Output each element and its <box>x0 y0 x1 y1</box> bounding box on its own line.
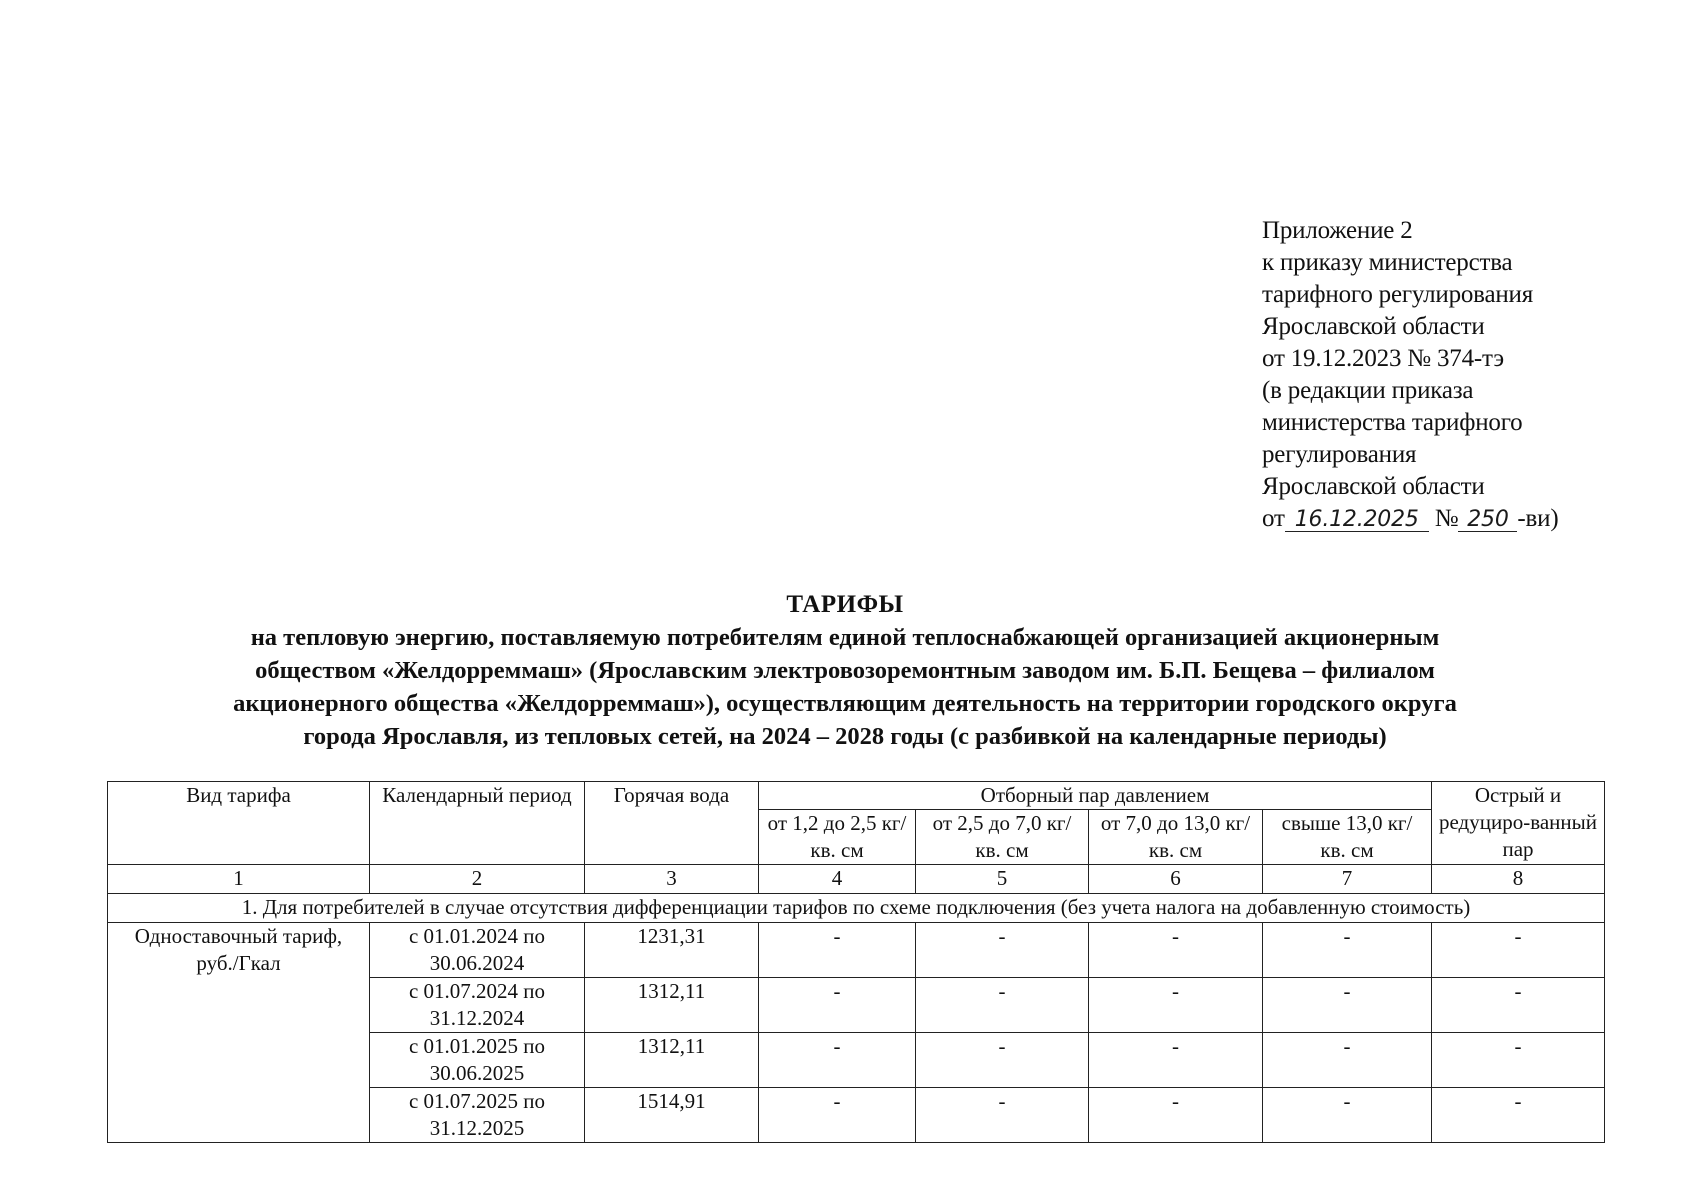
header-period: Календарный период <box>370 782 585 865</box>
column-number: 2 <box>370 865 585 894</box>
appendix-line: министерства тарифного <box>1262 409 1523 436</box>
appendix-line: к приказу министерства <box>1262 249 1513 276</box>
period-cell: с 01.01.2024 по 30.06.2024 <box>370 923 585 978</box>
period-cell: с 01.01.2025 по 30.06.2025 <box>370 1033 585 1088</box>
amendment-suffix: -ви) <box>1517 505 1559 532</box>
header-hot-water: Горячая вода <box>585 782 759 865</box>
period-cell: с 01.07.2025 по 31.12.2025 <box>370 1088 585 1143</box>
subtitle-line: на тепловую энергию, поставляемую потребителям единой теплоснабжающей организацией акционерным <box>250 624 1440 651</box>
handwritten-date: 16.12.2025 <box>1285 509 1429 532</box>
hot-water-cell: 1312,11 <box>585 1033 759 1088</box>
steam-1-cell: - <box>759 1033 916 1088</box>
handwritten-number: 250 <box>1458 509 1517 532</box>
appendix-block <box>1262 215 1558 535</box>
steam-3-cell: - <box>1089 1088 1263 1143</box>
column-number: 6 <box>1089 865 1263 894</box>
sharp-steam-cell: - <box>1432 1088 1605 1143</box>
appendix-line: Ярославской области <box>1262 313 1485 340</box>
steam-4-cell: - <box>1263 1088 1432 1143</box>
steam-1-cell: - <box>759 978 916 1033</box>
sharp-steam-cell: - <box>1432 978 1605 1033</box>
number-sign: № <box>1434 505 1459 532</box>
column-number: 4 <box>759 865 916 894</box>
subtitle-line: обществом «Желдорреммаш» (Ярославским электровозоремонтным заводом им. Б.П. Бещева – филиалом <box>255 657 1435 684</box>
steam-3-cell: - <box>1089 923 1263 978</box>
steam-3-cell: - <box>1089 978 1263 1033</box>
column-number: 8 <box>1432 865 1605 894</box>
appendix-line: Ярославской области <box>1262 473 1485 500</box>
amendment-prefix: от <box>1262 505 1285 532</box>
header-steam-2: от 2,5 до 7,0 кг/ кв. см <box>916 810 1089 865</box>
section-title: 1. Для потребителей в случае отсутствия дифференциации тарифов по схеме подключения (без учета налога на добавленную стоимость) <box>108 894 1605 923</box>
steam-2-cell: - <box>916 1088 1089 1143</box>
column-number-row <box>108 865 1605 894</box>
section-row <box>108 894 1605 923</box>
steam-4-cell: - <box>1263 978 1432 1033</box>
column-number: 3 <box>585 865 759 894</box>
steam-4-cell: - <box>1263 923 1432 978</box>
header-row <box>108 782 1605 810</box>
appendix-amendment-line <box>1262 503 1558 535</box>
appendix-line: Приложение 2 <box>1262 217 1413 244</box>
sharp-steam-cell: - <box>1432 923 1605 978</box>
steam-2-cell: - <box>916 923 1089 978</box>
subtitle-line: города Ярославля, из тепловых сетей, на 2024 – 2028 годы (с разбивкой на календарные периоды) <box>303 723 1387 750</box>
tariffs-table <box>107 781 1605 1143</box>
hot-water-cell: 1312,11 <box>585 978 759 1033</box>
steam-1-cell: - <box>759 1088 916 1143</box>
appendix-line: (в редакции приказа <box>1262 377 1474 404</box>
period-cell: с 01.07.2024 по 31.12.2024 <box>370 978 585 1033</box>
header-sharp-steam: Острый и редуциро-ванный пар <box>1432 782 1605 865</box>
hot-water-cell: 1231,31 <box>585 923 759 978</box>
header-steam-group: Отборный пар давлением <box>759 782 1432 810</box>
column-number: 7 <box>1263 865 1432 894</box>
appendix-line: регулирования <box>1262 441 1417 468</box>
header-steam-1: от 1,2 до 2,5 кг/ кв. см <box>759 810 916 865</box>
header-tariff-type: Вид тарифа <box>108 782 370 865</box>
steam-2-cell: - <box>916 1033 1089 1088</box>
appendix-line: тарифного регулирования <box>1262 281 1533 308</box>
header-steam-3: от 7,0 до 13,0 кг/ кв. см <box>1089 810 1263 865</box>
tariff-name-cell: Одноставочный тариф, руб./Гкал <box>108 923 370 1143</box>
steam-4-cell: - <box>1263 1033 1432 1088</box>
subtitle-line: акционерного общества «Желдорреммаш»), осуществляющим деятельность на территории городского округа <box>233 690 1457 717</box>
table-row <box>108 923 1605 978</box>
header-steam-4: свыше 13,0 кг/ кв. см <box>1263 810 1432 865</box>
appendix-line: от 19.12.2023 № 374-тэ <box>1262 345 1504 372</box>
main-title: ТАРИФЫ <box>786 591 904 618</box>
sharp-steam-cell: - <box>1432 1033 1605 1088</box>
document-title <box>120 588 1570 753</box>
hot-water-cell: 1514,91 <box>585 1088 759 1143</box>
steam-2-cell: - <box>916 978 1089 1033</box>
column-number: 5 <box>916 865 1089 894</box>
column-number: 1 <box>108 865 370 894</box>
steam-3-cell: - <box>1089 1033 1263 1088</box>
steam-1-cell: - <box>759 923 916 978</box>
